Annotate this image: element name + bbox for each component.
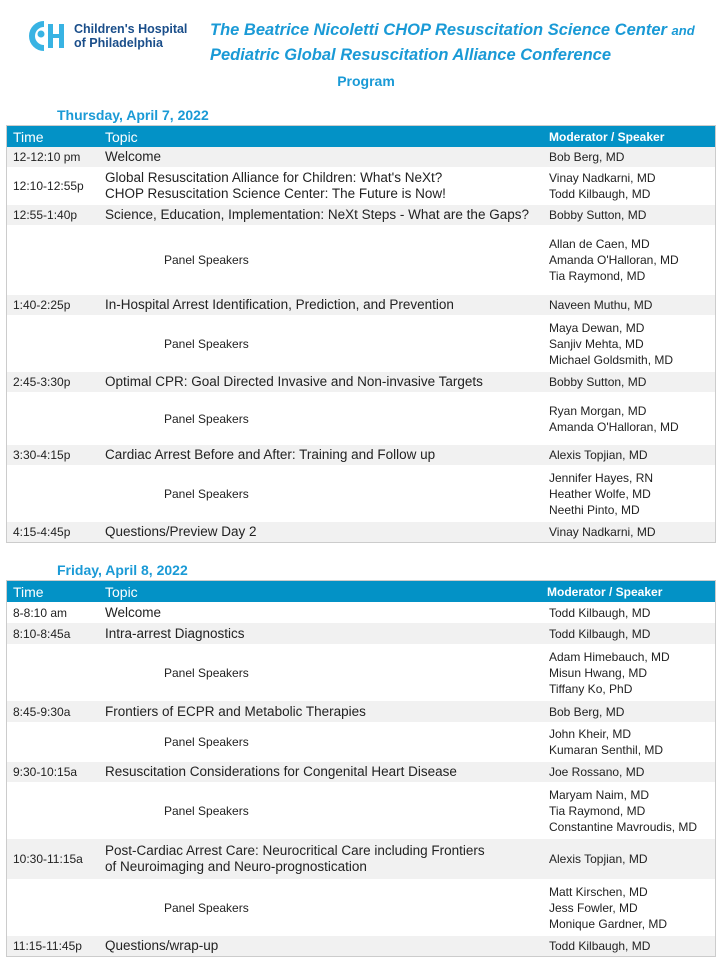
session-time: 8:45-9:30a	[7, 701, 106, 722]
speaker-name: Sanjiv Mehta, MD	[549, 336, 644, 351]
title-line1: The Beatrice Nicoletti CHOP Resuscitation Science Center	[210, 21, 667, 39]
speaker-name: Todd Kilbaugh, MD	[549, 605, 651, 620]
table-row	[7, 762, 716, 782]
session-topic	[105, 602, 547, 623]
panel-speakers-label: Panel Speakers	[164, 411, 249, 426]
session-time: 12-12:10 pm	[7, 147, 106, 167]
session-topic	[105, 722, 547, 762]
session-topic	[105, 205, 549, 225]
session-speakers	[547, 936, 716, 956]
topic-line: Welcome	[105, 604, 162, 620]
session-time: 12:55-1:40p	[7, 205, 106, 225]
schedule-table-friday	[6, 580, 716, 957]
table-row	[7, 644, 716, 701]
table-row	[7, 465, 716, 522]
table-row	[7, 205, 716, 225]
speaker-name: Jess Fowler, MD	[549, 900, 638, 915]
table-row	[7, 602, 716, 623]
speaker-name: Amanda O'Halloran, MD	[549, 419, 679, 434]
table-row	[7, 623, 716, 644]
table-row	[7, 147, 716, 167]
chop-logo	[28, 20, 187, 52]
session-topic	[105, 315, 549, 372]
speaker-name: Alexis Topjian, MD	[549, 852, 648, 866]
session-time	[7, 315, 106, 372]
speaker-name: Todd Kilbaugh, MD	[549, 187, 651, 201]
chop-logo-icon	[28, 20, 68, 52]
session-speakers	[547, 602, 716, 623]
speaker-name: Amanda O'Halloran, MD	[549, 253, 679, 267]
session-topic	[105, 936, 547, 956]
speaker-name: Jennifer Hayes, RN	[549, 470, 654, 485]
session-time	[7, 225, 106, 295]
topic-line: of Neuroimaging and Neuro-prognostication	[105, 859, 367, 874]
session-time	[7, 644, 106, 701]
table-row	[7, 722, 716, 762]
session-speakers	[549, 205, 716, 225]
session-topic	[105, 372, 549, 392]
speaker-name: Bobby Sutton, MD	[549, 208, 647, 222]
session-speakers	[549, 372, 716, 392]
session-speakers	[547, 879, 716, 936]
session-topic	[105, 147, 549, 167]
panel-speakers-label: Panel Speakers	[164, 336, 249, 351]
session-time: 11:15-11:45p	[7, 936, 106, 956]
table-row	[7, 315, 716, 372]
table-row	[7, 445, 716, 465]
column-header-topic: Topic	[105, 581, 547, 603]
session-time: 3:30-4:15p	[7, 445, 106, 465]
topic-line: Questions/Preview Day 2	[105, 523, 257, 539]
table-row	[7, 782, 716, 839]
table-row	[7, 879, 716, 936]
conference-title	[210, 18, 695, 67]
title-and: and	[671, 23, 695, 38]
speaker-name: Monique Gardner, MD	[549, 916, 668, 931]
session-speakers	[547, 644, 716, 701]
speaker-name: Joe Rossano, MD	[549, 765, 645, 779]
session-topic	[105, 701, 547, 722]
day-title-friday: Friday, April 8, 2022	[57, 562, 188, 578]
session-topic	[105, 879, 547, 936]
session-time: 1:40-2:25p	[7, 295, 106, 315]
panel-speakers-label: Panel Speakers	[164, 900, 249, 915]
day-title-thursday: Thursday, April 7, 2022	[57, 107, 209, 123]
session-topic	[105, 295, 549, 315]
session-topic	[105, 167, 549, 205]
speaker-name: Ryan Morgan, MD	[549, 403, 647, 418]
table-row	[7, 167, 716, 205]
topic-line: Global Resuscitation Alliance for Children: What's NeXt?	[105, 170, 443, 185]
session-time: 12:10-12:55p	[13, 179, 84, 193]
session-speakers	[549, 315, 716, 372]
table-header-row	[7, 126, 716, 148]
session-time: 8-8:10 am	[13, 605, 68, 620]
session-time	[7, 722, 106, 762]
table-row	[7, 701, 716, 722]
topic-line: Science, Education, Implementation: NeXt Steps - What are the Gaps?	[105, 207, 529, 222]
speaker-name: Neethi Pinto, MD	[549, 502, 640, 517]
panel-speakers-label: Panel Speakers	[164, 486, 249, 501]
column-header-time: Time	[7, 581, 106, 603]
speaker-name: John Kheir, MD	[549, 727, 632, 741]
speaker-name: Bobby Sutton, MD	[549, 375, 647, 389]
speaker-name: Tia Raymond, MD	[549, 803, 646, 818]
session-time: 4:15-4:45p	[7, 522, 106, 542]
topic-line: Welcome	[105, 149, 162, 164]
panel-speakers-label: Panel Speakers	[164, 665, 249, 680]
session-speakers	[547, 762, 716, 782]
session-topic	[105, 644, 547, 701]
session-topic	[105, 623, 547, 644]
program-heading: Program	[337, 73, 395, 89]
session-time	[7, 879, 106, 936]
speaker-name: Tia Raymond, MD	[549, 269, 646, 283]
session-speakers	[547, 701, 716, 722]
session-speakers	[549, 465, 716, 522]
session-speakers	[547, 623, 716, 644]
table-header-row	[7, 581, 716, 603]
speaker-name: Vinay Nadkarni, MD	[549, 171, 656, 185]
topic-line: In-Hospital Arrest Identification, Prediction, and Prevention	[105, 297, 454, 312]
panel-speakers-label: Panel Speakers	[164, 253, 249, 267]
session-speakers	[547, 782, 716, 839]
session-time: 10:30-11:15a	[7, 839, 106, 879]
topic-line: Questions/wrap-up	[105, 937, 219, 953]
session-topic	[105, 782, 547, 839]
session-speakers	[549, 225, 716, 295]
session-topic	[105, 839, 547, 879]
speaker-name: Bob Berg, MD	[549, 704, 625, 719]
speaker-name: Todd Kilbaugh, MD	[549, 626, 651, 641]
speaker-name: Todd Kilbaugh, MD	[549, 938, 651, 953]
panel-speakers-label: Panel Speakers	[164, 735, 249, 749]
title-line2: Pediatric Global Resuscitation Alliance Conference	[210, 46, 612, 64]
speaker-name: Vinay Nadkarni, MD	[549, 524, 656, 539]
session-speakers	[549, 167, 716, 205]
session-topic	[105, 522, 549, 542]
speaker-name: Kumaran Senthil, MD	[549, 743, 664, 757]
topic-line: Cardiac Arrest Before and After: Training and Follow up	[105, 447, 436, 462]
speaker-name: Maya Dewan, MD	[549, 320, 645, 335]
speaker-name: Tiffany Ko, PhD	[549, 681, 633, 696]
panel-speakers-label: Panel Speakers	[164, 803, 249, 818]
table-row	[7, 936, 716, 956]
session-time	[7, 392, 106, 445]
session-speakers	[547, 839, 716, 879]
schedule-table-thursday	[6, 125, 716, 543]
session-topic	[105, 445, 549, 465]
session-time: 2:45-3:30p	[7, 372, 106, 392]
session-speakers	[547, 722, 716, 762]
session-speakers	[549, 445, 716, 465]
session-topic	[105, 392, 549, 445]
logo-text-line1: Children's Hospital	[74, 22, 188, 36]
speaker-name: Bob Berg, MD	[549, 150, 625, 164]
session-speakers	[549, 392, 716, 445]
session-time	[7, 782, 106, 839]
column-header-speaker: Moderator / Speaker	[547, 581, 716, 603]
speaker-name: Alexis Topjian, MD	[549, 448, 648, 462]
column-header-time: Time	[7, 126, 106, 148]
speaker-name: Misun Hwang, MD	[549, 665, 648, 680]
table-row	[7, 225, 716, 295]
session-topic	[105, 762, 547, 782]
session-speakers	[549, 295, 716, 315]
session-time: 9:30-10:15a	[7, 762, 106, 782]
speaker-name: Matt Kirschen, MD	[549, 884, 648, 899]
topic-line: Intra-arrest Diagnostics	[105, 625, 245, 641]
topic-line: Optimal CPR: Goal Directed Invasive and Non-invasive Targets	[105, 374, 483, 389]
speaker-name: Heather Wolfe, MD	[549, 486, 651, 501]
column-header-speaker: Moderator / Speaker	[549, 126, 716, 148]
table-row	[7, 839, 716, 879]
session-speakers	[549, 147, 716, 167]
table-row	[7, 295, 716, 315]
speaker-name: Constantine Mavroudis, MD	[549, 819, 698, 834]
session-topic	[105, 465, 549, 522]
topic-line: CHOP Resuscitation Science Center: The Future is Now!	[105, 186, 446, 201]
topic-line: Resuscitation Considerations for Congenital Heart Disease	[105, 764, 457, 779]
table-row	[7, 522, 716, 542]
speaker-name: Michael Goldsmith, MD	[549, 352, 674, 367]
session-speakers	[549, 522, 716, 542]
column-header-topic: Topic	[105, 126, 549, 148]
session-time	[7, 465, 106, 522]
table-row	[7, 372, 716, 392]
logo-text-line2: of Philadelphia	[74, 36, 163, 50]
topic-line: Post-Cardiac Arrest Care: Neurocritical Care including Frontiers	[105, 843, 485, 858]
speaker-name: Adam Himebauch, MD	[549, 649, 670, 664]
session-topic	[105, 225, 549, 295]
speaker-name: Allan de Caen, MD	[549, 237, 650, 251]
topic-line: Frontiers of ECPR and Metabolic Therapies	[105, 703, 366, 719]
speaker-name: Naveen Muthu, MD	[549, 298, 653, 312]
speaker-name: Maryam Naim, MD	[549, 787, 650, 802]
session-time: 8:10-8:45a	[7, 623, 106, 644]
table-row	[7, 392, 716, 445]
